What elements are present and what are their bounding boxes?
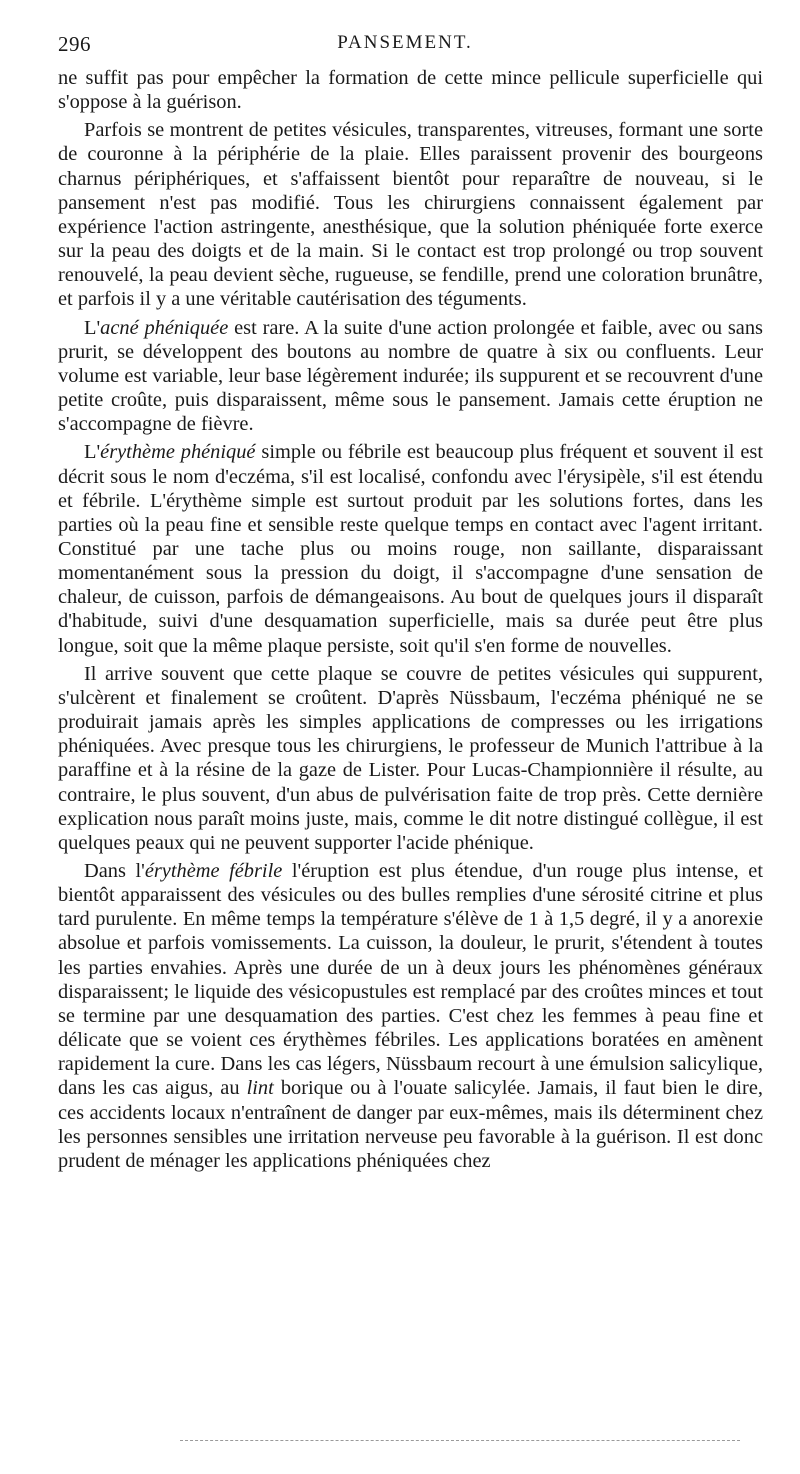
text-run: Dans l': [84, 860, 145, 882]
bottom-scan-rule: [180, 1440, 740, 1441]
page-number: 296: [58, 32, 91, 56]
text-run: Parfois se montrent de petites vésicules, transparentes, vitreuses, formant une sorte de couronne à la périphérie de la plaie. Elles paraissent provenir des bourgeons charnus périphériques, et s'affaissent bientôt pour reparaître de nouveau, si le pansement n'est pas modifié. Tous les chirurgiens connaissent également par expérience l'action astringente, anesthésique, que la solution phéniquée forte exerce sur la peau des doigts et de la main. Si le contact est trop prolongé ou trop souvent renouvelé, la peau devient sèche, rugueuse, se fendille, prend une coloration brunâtre, et parfois il y a une véritable cautérisation des téguments.: [58, 119, 763, 311]
paragraph: [58, 316, 763, 437]
paragraph: [58, 66, 763, 114]
text-run: simple ou fébrile est beaucoup plus fréquent et souvent il est décrit sous le nom d'eczéma, s'il est localisé, confondu avec l'érysipèle, s'il est étendu et fébrile. L'érythème simple est surtout produit par les solutions fortes, dans les parties où la peau fine et sensible reste quelque temps en contact avec l'agent irritant. Constitué par une tache plus ou moins rouge, non saillante, disparaissant momentanément sous la pression du doigt, il s'accompagne d'une sensation de chaleur, de cuisson, parfois de démangeaisons. Au bout de quelques jours il disparaît d'habitude, suivi d'une desquamation superficielle, mais sa durée peut être plus longue, soit que la même plaque persiste, soit qu'il s'en forme de nouvelles.: [58, 441, 763, 657]
body-text: [58, 66, 763, 1177]
paragraph: [58, 440, 763, 657]
italic-term: érythème phéniqué: [100, 441, 256, 464]
italic-term: lint: [246, 1077, 274, 1100]
text-run: l'éruption est plus étendue, d'un rouge plus intense, et bientôt apparaissent des vésicules ou des bulles remplies d'une sérosité citrine et plus tard purulente. En même temps la température s'élève de 1 à 1,5 degré, il y a anorexie absolue et parfois vomissements. La cuisson, la douleur, le prurit, s'étendent à toutes les parties envahies. Après une durée de un à deux jours les phénomènes généraux disparaissent; le liquide des vésicopustules est remplacé par des croûtes minces et tout se termine par une desquamation des parties. C'est chez les femmes à peau fine et délicate que se voient ces érythèmes fébriles. Les applications boratées en amènent rapidement la cure. Dans les cas légers, Nüssbaum recourt à une émulsion salicylique, dans les cas aigus, au: [58, 860, 764, 1100]
italic-term: érythème fébrile: [144, 860, 283, 882]
running-head: PANSEMENT.: [337, 32, 473, 53]
page-header: [58, 32, 752, 62]
text-run: borique ou à l'ouate salicylée. Jamais, il faut bien le dire, ces accidents locaux n'entraînent de danger par eux-mêmes, mais ils déterminent chez les personnes sensibles une irritation nerveuse peu favorable à la guérison. Il est donc prudent de ménager les applications phéniquées chez: [58, 1077, 763, 1172]
paragraph: [58, 118, 763, 311]
text-run: L': [84, 316, 101, 339]
text-run: L': [84, 441, 101, 464]
paragraph: [58, 859, 763, 1173]
text-run: Il arrive souvent que cette plaque se couvre de petites vésicules qui suppurent, s'ulcèrent et finalement se croûtent. D'après Nüssbaum, l'eczéma phéniqué ne se produirait jamais après les simples applications de compresses ou les irrigations phéniquées. Avec presque tous les chirurgiens, le professeur de Munich l'attribue à la paraffine et à la résine de la gaze de Lister. Pour Lucas-Championnière il résulte, au contraire, le plus souvent, d'un abus de pulvérisation faite de trop près. Cette dernière explication nous paraît moins juste, mais, comme le dit notre distingué collègue, il est quelques peaux qui ne peuvent supporter l'acide phénique.: [58, 662, 763, 854]
paragraph: [58, 662, 763, 855]
italic-term: acné phéniquée: [100, 316, 229, 339]
text-run: est rare. A la suite d'une action prolongée et faible, avec ou sans prurit, se développent des boutons au nombre de quatre à six ou confluents. Leur volume est variable, leur base légèrement indurée; ils suppurent et se recouvrent d'une petite croûte, puis disparaissent, même sous le pansement. Jamais cette éruption ne s'accompagne de fièvre.: [58, 316, 763, 436]
text-run: ne suffit pas pour empêcher la formation de cette mince pellicule superficielle qui s'oppose à la guérison.: [58, 67, 763, 114]
